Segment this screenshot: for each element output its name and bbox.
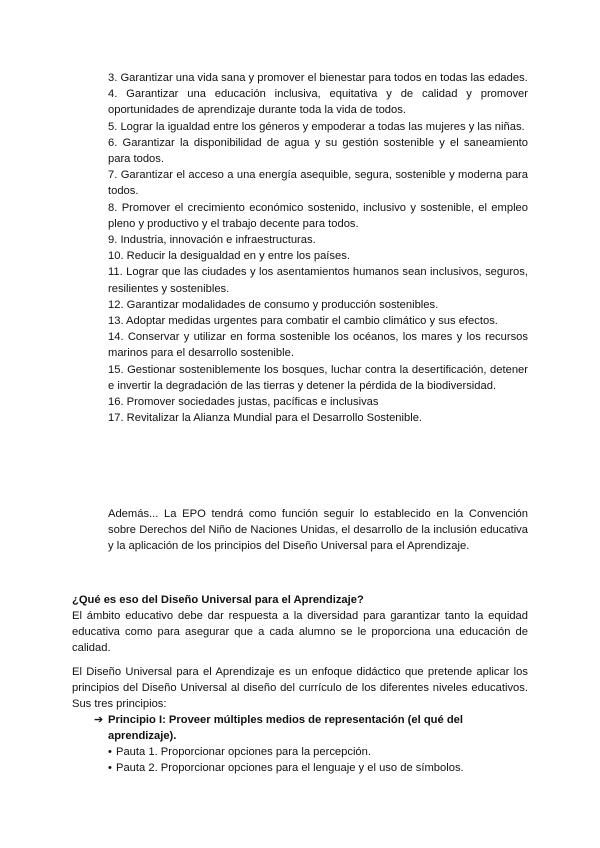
goal-item: 9. Industria, innovación e infraestructuras. xyxy=(108,234,316,247)
goal-item: 4. Garantizar una educación inclusiva, equitativa y de calidad y promover oportunidades de aprendizaje durante toda la vida de todos. xyxy=(108,88,528,117)
principle-1 xyxy=(94,712,528,744)
goal-item: 13. Adoptar medidas urgentes para combatir el cambio climático y sus efectos. xyxy=(108,315,498,328)
goal-item: 14. Conservar y utilizar en forma sostenible los océanos, los mares y los recursos marinos para el desarrollo sostenible. xyxy=(108,331,528,360)
pauta-1-text: Pauta 1. Proporcionar opciones para la percepción. xyxy=(116,746,371,758)
bullet-icon: • xyxy=(108,746,112,758)
goal-item: 10. Reducir la desigualdad en y entre los países. xyxy=(108,250,350,263)
pauta-2 xyxy=(108,760,528,776)
pauta-1 xyxy=(108,744,528,760)
goal-item: 7. Garantizar el acceso a una energía asequible, segura, sostenible y moderna para todos. xyxy=(108,169,528,198)
goal-item: 12. Garantizar modalidades de consumo y producción sostenibles. xyxy=(108,298,439,311)
pauta-2-text: Pauta 2. Proporcionar opciones para el lenguaje y el uso de símbolos. xyxy=(116,762,464,774)
principle-1-title: Principio I: Proveer múltiples medios de representación (el qué del xyxy=(108,714,463,726)
goal-item: 8. Promover el crecimiento económico sostenido, inclusivo y sostenible, el empleo pleno y productivo y el trabajo decente para todos. xyxy=(108,201,528,230)
goal-item: 11. Lograr que las ciudades y los asentamientos humanos sean inclusivos, seguros, resilientes y sostenibles. xyxy=(108,266,528,295)
section-paragraph-2: El Diseño Universal para el Aprendizaje es un enfoque didáctico que pretende aplicar los principios del Diseño Universal al diseño del currículo de los diferentes niveles educativos. Sus tres principios: xyxy=(72,666,528,711)
bullet-icon: • xyxy=(108,762,112,774)
sdg-goals-list xyxy=(108,70,528,426)
arrow-icon: ➔ xyxy=(94,714,104,726)
goal-item: 5. Lograr la igualdad entre los géneros y empoderar a todas las mujeres y las niñas. xyxy=(108,120,525,133)
ademas-paragraph: Además... La EPO tendrá como función seguir lo establecido en la Convención sobre Derechos del Niño de Naciones Unidas, el desarrollo de la inclusión educativa y la aplicación de los principios del Diseño Universal para el Aprendizaje. xyxy=(108,508,528,553)
goal-item: 6. Garantizar la disponibilidad de agua y su gestión sostenible y el saneamiento para todos. xyxy=(108,136,528,166)
section-paragraph-1: El ámbito educativo debe dar respuesta a la diversidad para garantizar tanto la equidad educativa como para asegurar que a cada alumno se le proporciona una educación de calidad. xyxy=(72,610,528,655)
goal-item: 16. Promover sociedades justas, pacíficas e inclusivas xyxy=(108,396,379,409)
principle-1-title-continued: aprendizaje). xyxy=(108,730,177,743)
goal-item: 17. Revitalizar la Alianza Mundial para el Desarrollo Sostenible. xyxy=(108,412,423,425)
goal-item: 15. Gestionar sosteniblemente los bosques, luchar contra la desertificación, detener e invertir la degradación de las tierras y detener la pérdida de la biodiversidad. xyxy=(108,363,528,392)
section-heading: ¿Qué es eso del Diseño Universal para el Aprendizaje? xyxy=(72,594,364,606)
goal-item: 3. Garantizar una vida sana y promover el bienestar para todos en todas las edades. xyxy=(108,72,528,84)
